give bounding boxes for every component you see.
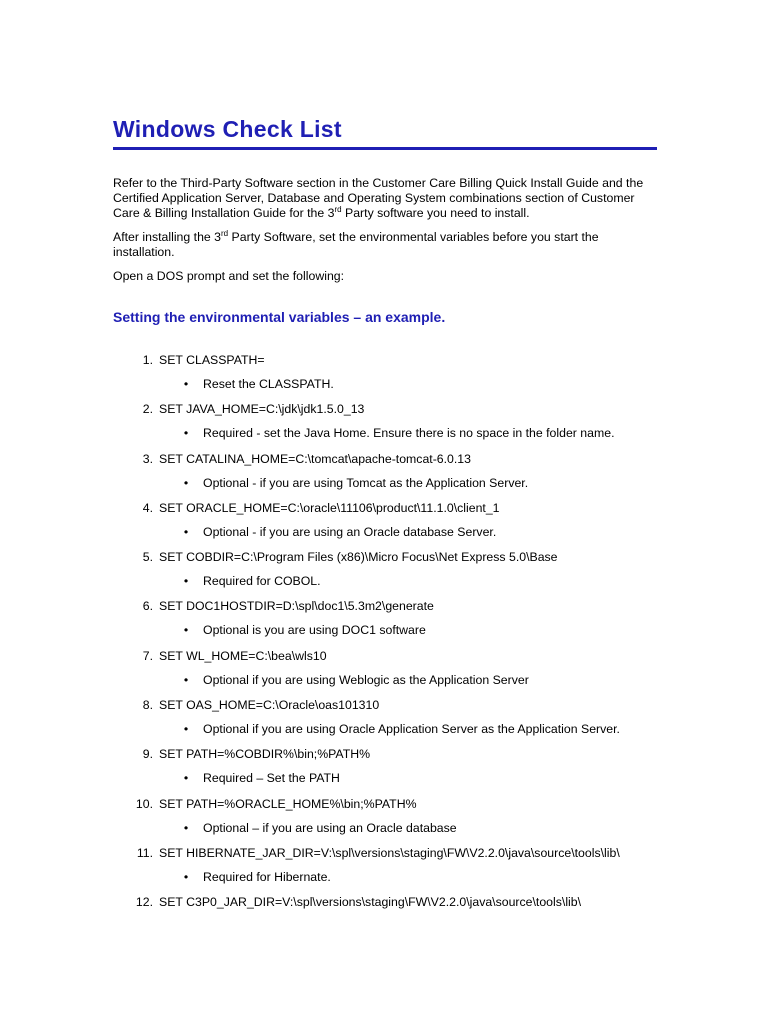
step-number: 8. (142, 698, 153, 713)
step-item (113, 452, 658, 501)
step-number: 6. (142, 599, 153, 614)
step-number: 5. (142, 550, 153, 565)
step-number: 4. (142, 500, 153, 515)
step-command: SET JAVA_HOME=C:\jdk\jdk1.5.0_13 (159, 402, 365, 417)
bullet-icon: • (183, 672, 189, 687)
step-number: 9. (142, 747, 153, 762)
bullet-icon: • (183, 722, 189, 737)
step-command: SET HIBERNATE_JAR_DIR=V:\spl\versions\staging\FW\V2.2.0\java\source\tools\lib\ (159, 845, 620, 860)
step-item (113, 402, 658, 451)
intro-paragraph-2 (113, 230, 658, 260)
ordinal-suffix: rd (334, 205, 342, 214)
bullet-icon: • (183, 623, 189, 638)
step-command: SET C3P0_JAR_DIR=V:\spl\versions\staging\FW\V2.2.0\java\source\tools\lib\ (159, 895, 582, 910)
step-note-text: Optional is you are using DOC1 software (203, 623, 426, 638)
page-title: Windows Check List (113, 116, 342, 142)
step-command: SET PATH=%COBDIR%\bin;%PATH% (159, 747, 371, 762)
step-command: SET CLASSPATH= (159, 353, 265, 367)
step-item (113, 747, 658, 796)
steps-list (113, 353, 658, 945)
step-note-text: Optional - if you are using an Oracle database Server. (203, 524, 497, 539)
bullet-icon: • (183, 475, 189, 490)
step-note-text: Required for COBOL. (203, 574, 321, 589)
step-item (113, 698, 658, 747)
step-command: SET WL_HOME=C:\bea\wls10 (159, 648, 327, 663)
step-note-text: Optional - if you are using Tomcat as the Application Server. (203, 475, 529, 490)
ordinal-suffix: rd (221, 229, 229, 238)
bullet-icon: • (183, 524, 189, 539)
step-command: SET PATH=%ORACLE_HOME%\bin;%PATH% (159, 796, 417, 811)
step-item (113, 895, 658, 944)
step-command: SET COBDIR=C:\Program Files (x86)\Micro Focus\Net Express 5.0\Base (159, 550, 558, 565)
step-command: SET OAS_HOME=C:\Oracle\oas101310 (159, 698, 380, 713)
bullet-icon: • (183, 377, 189, 391)
step-note-text: Required - set the Java Home. Ensure there is no space in the folder name. (203, 426, 615, 441)
step-command: SET DOC1HOSTDIR=D:\spl\doc1\5.3m2\generate (159, 599, 434, 614)
step-number: 2. (142, 402, 153, 417)
intro-paragraph-3: Open a DOS prompt and set the following: (113, 269, 345, 283)
step-note-text: Required for Hibernate. (203, 869, 331, 884)
step-number: 12. (135, 895, 153, 910)
section-heading: Setting the environmental variables – an example. (113, 309, 446, 325)
step-number: 3. (142, 451, 153, 466)
step-note-text: Optional if you are using Oracle Application Server as the Application Server. (203, 722, 620, 737)
intro-paragraph-1-tail: Party software you need to install. (341, 206, 530, 220)
step-item (113, 649, 658, 698)
intro-paragraph-1-text: Refer to the Third-Party Software section in the Customer Care Billing Quick Install Guide and the Certified Application Server, Database and Operating System combinations section of Customer Care & Billing Installation Guide for the 3 (113, 176, 644, 220)
step-number: 7. (142, 648, 153, 663)
step-number: 10. (135, 796, 153, 811)
title-underline (113, 147, 657, 150)
step-note-text: Required – Set the PATH (203, 771, 340, 786)
step-item (113, 599, 658, 648)
step-command: SET ORACLE_HOME=C:\oracle\11106\product\11.1.0\client_1 (159, 500, 500, 515)
step-note-text: Optional – if you are using an Oracle database (203, 820, 457, 835)
step-number: 11. (136, 845, 153, 860)
step-item (113, 550, 658, 599)
step-item (113, 501, 658, 550)
bullet-icon: • (183, 771, 189, 786)
intro-paragraph-1 (113, 176, 658, 221)
bullet-icon: • (183, 426, 189, 441)
step-item (113, 846, 658, 895)
bullet-icon: • (183, 574, 189, 589)
step-number: 1. (142, 353, 153, 367)
intro-paragraph-2-tail: Party Software, set the environmental variables before you start the installation. (113, 230, 599, 259)
step-command: SET CATALINA_HOME=C:\tomcat\apache-tomcat-6.0.13 (159, 451, 471, 466)
step-note-text: Reset the CLASSPATH. (203, 377, 334, 391)
step-note-text: Optional if you are using Weblogic as the Application Server (203, 672, 529, 687)
bullet-icon: • (183, 820, 189, 835)
step-item (113, 797, 658, 846)
intro-paragraph-2-text: After installing the 3 (113, 230, 222, 244)
step-item (113, 353, 658, 402)
bullet-icon: • (183, 869, 189, 884)
